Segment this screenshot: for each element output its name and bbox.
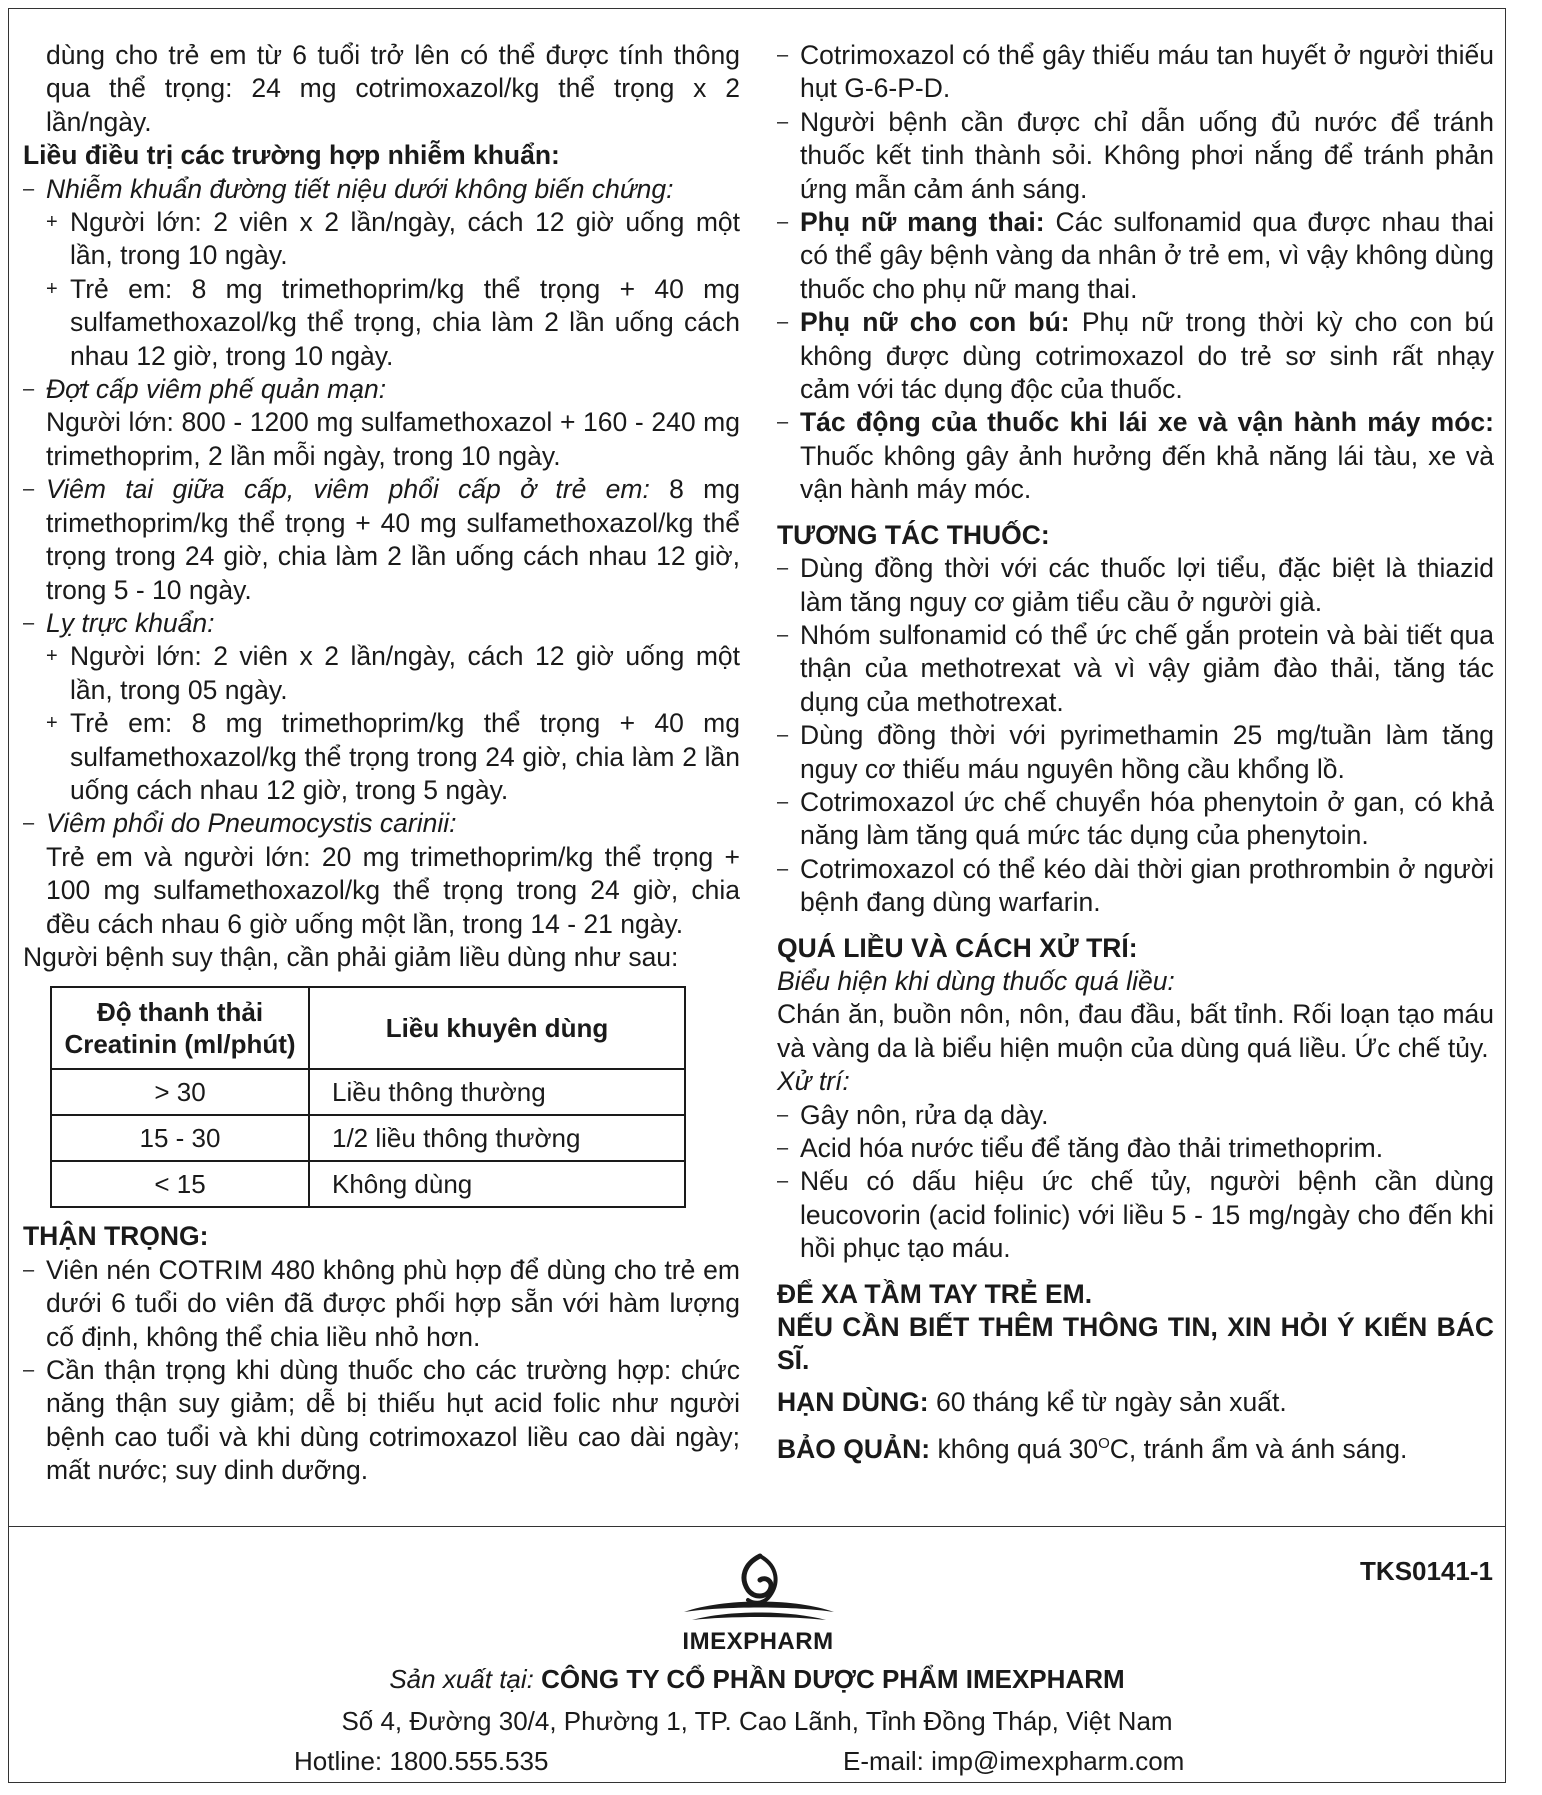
content-columns [9, 9, 1505, 1527]
overdose-item [777, 1132, 1494, 1165]
plus-marker: + [46, 712, 58, 735]
dash-marker: – [777, 1170, 789, 1193]
expiry-text: 60 tháng kể từ ngày sản xuất. [928, 1386, 1287, 1417]
plus-marker: + [46, 211, 58, 234]
overdose-text-1: Gây nôn, rửa dạ dày. [800, 1099, 1049, 1130]
expiry-label: HẠN DÙNG: [777, 1386, 929, 1417]
dash-marker: – [777, 790, 789, 813]
lactation-label: Phụ nữ cho con bú: [800, 307, 1070, 338]
dash-marker: – [777, 44, 789, 66]
table-row [51, 1069, 685, 1115]
made-label: Sản xuất tại: [389, 1664, 534, 1694]
pcp-item [23, 807, 740, 840]
dash-marker: – [777, 311, 789, 334]
otitis-text: 8 mg trimethoprim/kg thể trọng + 40 mg sulfamethoxazol/kg thể trọng trong 24 giờ, chia làm 2 lần uống cách nhau 12 giờ, trong 5 - 10 ngày. [46, 474, 740, 605]
uti-child-text: Trẻ em: 8 mg trimethoprim/kg thể trọng + 40 mg sulfamethoxazol/kg thể trọng, chia làm 2 lần uống cách nhau 12 giờ, trong 10 ngày. [70, 273, 740, 371]
dash-marker: – [23, 177, 35, 200]
warning-text-1: Cotrimoxazol có thể gây thiếu máu tan huyết ở người thiếu hụt G-6-P-D. [800, 40, 1494, 104]
table-cell-clearance: 15 - 30 [51, 1115, 309, 1161]
warning-item [777, 106, 1494, 206]
uti-item [23, 173, 740, 206]
dash-marker: – [23, 1359, 35, 1381]
driving-label: Tác động của thuốc khi lái xe và vận hành máy móc: [800, 407, 1494, 438]
pcp-text: Trẻ em và người lớn: 20 mg trimethoprim/kg thể trọng + 100 mg sulfamethoxazol/kg thể trọng trong 24 giờ, chia đều cách nhau 6 giờ uống một lần, trong 14 - 21 ngày. [46, 841, 740, 939]
dash-marker: – [777, 557, 789, 580]
dash-marker: – [777, 110, 789, 133]
dash-marker: – [23, 378, 35, 401]
uti-child-item [23, 273, 740, 373]
lactation-item [777, 306, 1494, 406]
dash-marker: – [777, 724, 789, 747]
shig-child-text: Trẻ em: 8 mg trimethoprim/kg thể trọng + 40 mg sulfamethoxazol/kg thể trọng trong 24 giờ, chia làm 2 lần uống cách nhau 12 giờ, trong 5 ngày. [70, 708, 740, 805]
shig-child-item [23, 707, 740, 807]
company-name: CÔNG TY CỔ PHẦN DƯỢC PHẨM IMEXPHARM [533, 1664, 1125, 1694]
warning-item [777, 39, 1494, 106]
dash-marker: – [23, 478, 35, 501]
hotline: Hotline: 1800.555.535 [294, 1746, 549, 1776]
interaction-text-3: Dùng đồng thời với pyrimethamin 25 mg/tuần làm tăng nguy cơ thiếu máu nguyên hồng cầu khổng lồ. [800, 720, 1494, 784]
interaction-item [777, 719, 1494, 786]
right-column [777, 39, 1494, 1466]
email: E-mail: imp@imexpharm.com [843, 1746, 1185, 1776]
caution-text-2: Cần thận trọng khi dùng thuốc cho các trường hợp: chức năng thận suy giảm; dễ bị thiếu hụt acid folic như người bệnh cao tuổi và khi dùng cotrimoxazol liều cao dài ngày; mất nước; suy dinh dưỡng. [46, 1355, 740, 1486]
caution-heading: THẬN TRỌNG: [23, 1221, 209, 1252]
driving-item [777, 406, 1494, 506]
overdose-item [777, 1165, 1494, 1265]
pregnancy-text: Các sulfonamid qua được nhau thai có thể gây bệnh vàng da nhân ở trẻ em, vì vậy không dùng thuốc cho phụ nữ mang thai. [800, 207, 1494, 304]
left-column [23, 39, 740, 1488]
otitis-title: Viêm tai giữa cấp, viêm phổi cấp ở trẻ em: [46, 474, 650, 505]
plus-marker: + [46, 645, 58, 668]
expiry-line [777, 1386, 1494, 1419]
table-cell-clearance: > 30 [51, 1069, 309, 1115]
dash-marker: – [777, 623, 789, 646]
dash-marker: – [23, 611, 35, 634]
caution-item [23, 1254, 740, 1354]
table-header-clearance: Độ thanh thải Creatinin (ml/phút) [51, 987, 309, 1069]
shig-adult-text: Người lớn: 2 viên x 2 lần/ngày, cách 12 giờ uống một lần, trong 05 ngày. [70, 641, 740, 705]
company-address: Số 4, Đường 30/4, Phường 1, TP. Cao Lãnh, Tỉnh Đồng Tháp, Việt Nam [341, 1706, 1173, 1736]
ask-doctor-notice: NẾU CẦN BIẾT THÊM THÔNG TIN, XIN HỎI Ý KIẾN BÁC SĨ. [777, 1312, 1494, 1376]
dose-heading: Liều điều trị các trường hợp nhiễm khuẩn: [23, 140, 560, 171]
renal-dose-table [50, 986, 686, 1208]
interaction-text-2: Nhóm sulfonamid có thể ức chế gắn protein và bài tiết qua thận của methotrexat và vì vậy giảm đào thải, tăng tác dụng của methotrexat. [800, 619, 1494, 717]
brand-name: IMEXPHARM [682, 1628, 834, 1655]
shig-item [23, 607, 740, 640]
dash-marker: – [777, 857, 789, 880]
footer [9, 1528, 1505, 1782]
keep-away-notice: ĐỂ XA TẦM TAY TRẺ EM. [777, 1278, 1093, 1309]
bronch-item [23, 373, 740, 406]
pregnancy-item [777, 206, 1494, 306]
interaction-item [777, 619, 1494, 719]
shig-adult-item [23, 640, 740, 707]
interaction-heading: TƯƠNG TÁC THUỐC: [777, 519, 1050, 550]
table-header-dose: Liều khuyên dùng [309, 987, 685, 1069]
interaction-item [777, 853, 1494, 920]
overdose-sign-label: Biểu hiện khi dùng thuốc quá liều: [777, 965, 1175, 996]
renal-intro: Người bệnh suy thận, cần phải giảm liều dùng như sau: [23, 941, 679, 972]
manufacturer-line [9, 1664, 1505, 1695]
plus-marker: + [46, 277, 58, 300]
lactation-text: Phụ nữ trong thời kỳ cho con bú không được dùng cotrimoxazol do trẻ sơ sinh rất nhạy cảm với tác dụng độc của thuốc. [800, 307, 1494, 405]
driving-text: Thuốc không gây ảnh hưởng đến khả năng lái tàu, xe và vận hành máy móc. [800, 440, 1494, 505]
table-row [51, 1115, 685, 1161]
table-row [51, 1161, 685, 1207]
interaction-item [777, 552, 1494, 619]
bronch-text: Người lớn: 800 - 1200 mg sulfamethoxazol + 160 - 240 mg trimethoprim, 2 lần mỗi ngày, trong 10 ngày. [46, 407, 740, 471]
table-cell-dose: Không dùng [309, 1161, 685, 1207]
uti-adult-item [23, 206, 740, 273]
table-header-row [51, 987, 685, 1069]
overdose-text-3: Nếu có dấu hiệu ức chế tủy, người bệnh cần dùng leucovorin (acid folinic) với liều 5 - 15 mg/ngày cho đến khi hồi phục tạo máu. [800, 1166, 1494, 1264]
intro-text: dùng cho trẻ em từ 6 tuổi trở lên có thể được tính thông qua thể trọng: 24 mg cotrimoxazol/kg thể trọng x 2 lần/ngày. [46, 40, 740, 137]
storage-text-a: không quá 30 [930, 1434, 1099, 1465]
overdose-item [777, 1099, 1494, 1132]
storage-line [777, 1427, 1494, 1466]
storage-label: BẢO QUẢN: [777, 1434, 931, 1465]
bronch-title: Đợt cấp viêm phế quản mạn: [46, 374, 387, 405]
leaflet-page [8, 8, 1506, 1783]
storage-text-b: C, tránh ẩm và ánh sáng. [1109, 1434, 1408, 1465]
dash-marker: – [777, 411, 789, 434]
dash-marker: – [777, 1103, 789, 1126]
interaction-item [777, 786, 1494, 853]
degree-mark: O [1098, 1435, 1110, 1453]
caution-item [23, 1354, 740, 1488]
pcp-title: Viêm phổi do Pneumocystis carinii: [46, 808, 457, 839]
table-cell-clearance: < 15 [51, 1161, 309, 1207]
dash-marker: – [23, 1258, 35, 1281]
overdose-sign-text: Chán ăn, buồn nôn, nôn, đau đầu, bất tỉnh. Rối loạn tạo máu và vàng da là biểu hiện muộn của dùng quá liều. Ức chế tủy. [777, 999, 1494, 1063]
document-code: TKS0141-1 [1360, 1556, 1493, 1586]
table-cell-dose: Liều thông thường [309, 1069, 685, 1115]
otitis-item [23, 473, 740, 607]
interaction-text-5: Cotrimoxazol có thể kéo dài thời gian prothrombin ở người bệnh đang dùng warfarin. [800, 853, 1494, 918]
overdose-heading: QUÁ LIỀU VÀ CÁCH XỬ TRÍ: [777, 932, 1138, 963]
interaction-text-1: Dùng đồng thời với các thuốc lợi tiểu, đặc biệt là thiazid làm tăng nguy cơ giảm tiểu cầu ở người già. [800, 553, 1494, 617]
table-cell-dose: 1/2 liều thông thường [309, 1115, 685, 1161]
warning-text-2: Người bệnh cần được chỉ dẫn uống đủ nước để tránh thuốc kết tinh thành sỏi. Không phơi nắng để tránh phản ứng mẫn cảm ánh sáng. [800, 106, 1494, 204]
interaction-text-4: Cotrimoxazol ức chế chuyển hóa phenytoin ở gan, có khả năng làm tăng quá mức tác dụng của phenytoin. [800, 786, 1494, 851]
dash-marker: – [23, 812, 35, 835]
dash-marker: – [777, 211, 789, 234]
overdose-text-2: Acid hóa nước tiểu để tăng đào thải trimethoprim. [800, 1133, 1384, 1163]
dash-marker: – [777, 1137, 789, 1159]
overdose-treat-label: Xử trí: [777, 1066, 850, 1097]
pregnancy-label: Phụ nữ mang thai: [800, 207, 1045, 238]
uti-title: Nhiễm khuẩn đường tiết niệu dưới không biến chứng: [46, 173, 674, 204]
shig-title: Lỵ trực khuẩn: [46, 607, 215, 638]
caution-text-1: Viên nén COTRIM 480 không phù hợp để dùng cho trẻ em dưới 6 tuổi do viên đã được phối hợp sẵn với hàm lượng cố định, không thể chia liều nhỏ hơn. [46, 1254, 740, 1352]
uti-adult-text: Người lớn: 2 viên x 2 lần/ngày, cách 12 giờ uống một lần, trong 10 ngày. [70, 207, 740, 271]
